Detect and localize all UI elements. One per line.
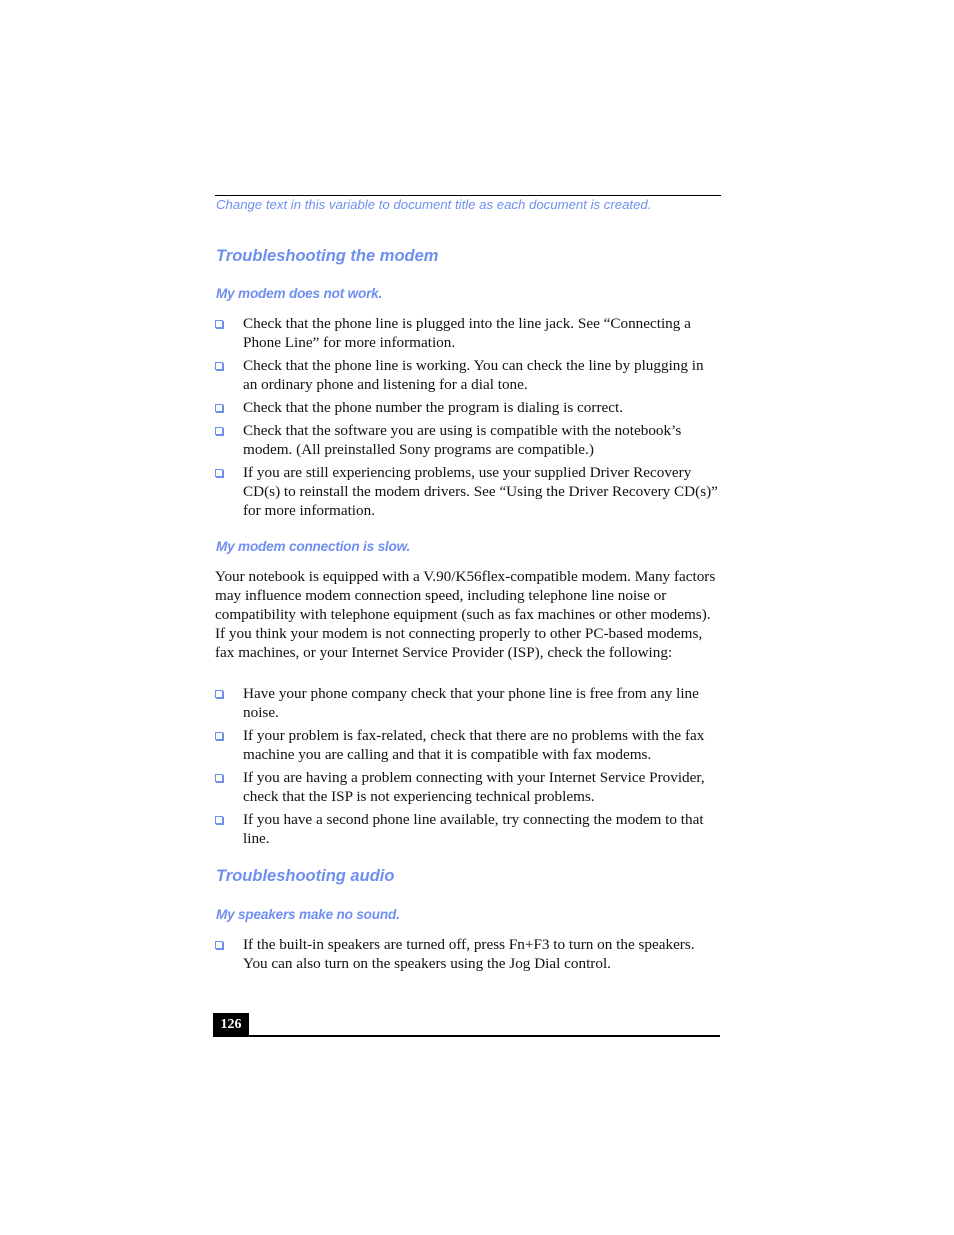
checkbox-bullet-icon: [215, 774, 223, 782]
subsection-heading-modem-not-work: My modem does not work.: [216, 286, 383, 301]
paragraph-connection-slow: Your notebook is equipped with a V.90/K56flex-compatible modem. Many factors may influence modem connection speed, including telephone line noise or compatibility with telephone equipment (such as fax machines or other modems). If you think your modem is not connecting properly to other PC-based modems, fax machines, or your Internet Service Provider (ISP), check the following:: [215, 568, 716, 661]
list-item: Have your phone company check that your phone line is free from any line noise.: [215, 684, 719, 722]
list-item: Check that the phone line is plugged into the line jack. See “Connecting a Phone Line” for more information.: [215, 314, 719, 352]
bullet-list-speakers: [215, 935, 719, 977]
page-number: 126: [213, 1013, 249, 1036]
header-rule: [215, 195, 721, 196]
checkbox-bullet-icon: [215, 690, 223, 698]
checkbox-bullet-icon: [215, 816, 223, 824]
checkbox-bullet-icon: [215, 732, 223, 740]
checkbox-bullet-icon: [215, 362, 223, 370]
section-heading-audio: Troubleshooting audio: [216, 867, 395, 885]
footer-rule: [213, 1035, 720, 1037]
checkbox-bullet-icon: [215, 404, 223, 412]
bullet-list-modem-not-work: [215, 314, 719, 524]
list-item: If you are having a problem connecting with your Internet Service Provider, check that the ISP is not experiencing technical problems.: [215, 768, 719, 806]
bullet-list-connection-slow: [215, 684, 719, 852]
checkbox-bullet-icon: [215, 427, 223, 435]
checkbox-bullet-icon: [215, 320, 223, 328]
list-item: If you have a second phone line available, try connecting the modem to that line.: [215, 810, 719, 848]
list-item: Check that the phone line is working. You can check the line by plugging in an ordinary phone and listening for a dial tone.: [215, 356, 719, 394]
list-item: If the built-in speakers are turned off, press Fn+F3 to turn on the speakers. You can also turn on the speakers using the Jog Dial control.: [215, 935, 719, 973]
list-item: If your problem is fax-related, check that there are no problems with the fax machine you are calling and that it is compatible with fax modems.: [215, 726, 719, 764]
list-item: Check that the software you are using is compatible with the notebook’s modem. (All preinstalled Sony programs are compatible.): [215, 421, 719, 459]
subsection-heading-speakers: My speakers make no sound.: [216, 907, 400, 922]
subsection-heading-connection-slow: My modem connection is slow.: [216, 539, 411, 554]
list-item: If you are still experiencing problems, use your supplied Driver Recovery CD(s) to reinstall the modem drivers. See “Using the Driver Recovery CD(s)” for more information.: [215, 463, 719, 520]
checkbox-bullet-icon: [215, 941, 223, 949]
checkbox-bullet-icon: [215, 469, 223, 477]
list-item: Check that the phone number the program is dialing is correct.: [215, 398, 719, 417]
running-title: Change text in this variable to document title as each document is created.: [216, 197, 652, 212]
section-heading-modem: Troubleshooting the modem: [216, 247, 439, 265]
